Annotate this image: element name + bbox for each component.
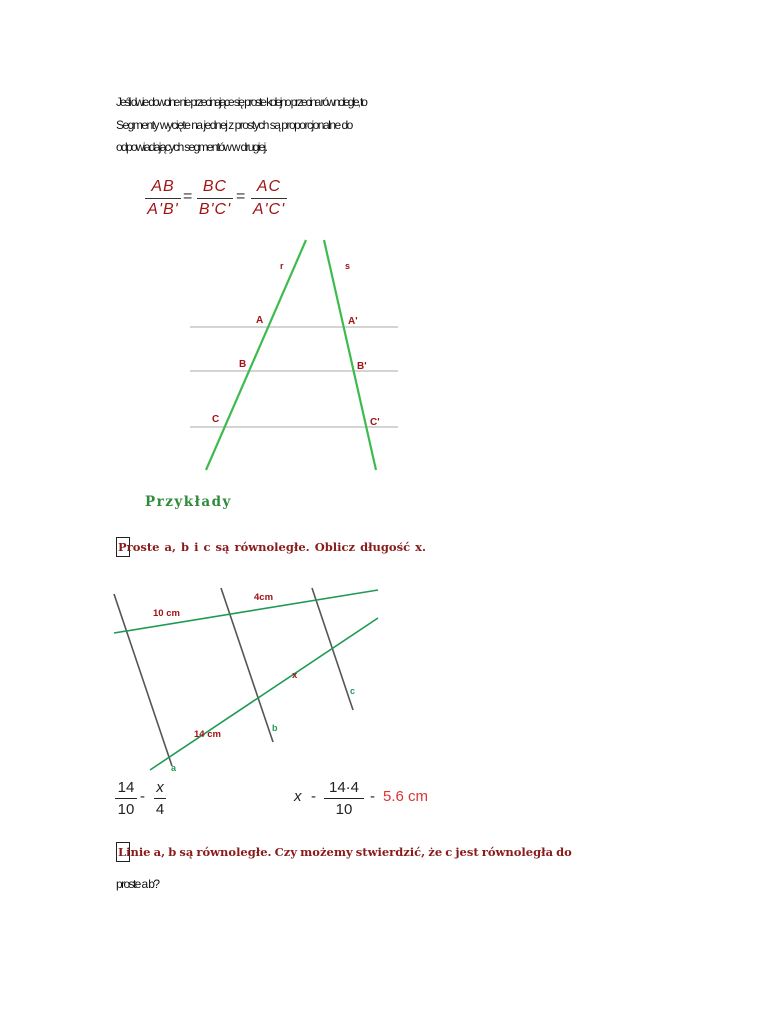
task-2-text: [118, 845, 572, 859]
equation-1-left-fraction: [114, 779, 138, 818]
equation-1-right-numerator: x: [156, 779, 164, 796]
label-10cm: 10 cm: [153, 608, 180, 619]
fraction-bar: [251, 198, 287, 199]
intro-line-2: Segmenty wycięte na jednej z prostych są proporcjonalne do: [116, 118, 352, 132]
equation-1-operator: -: [140, 788, 145, 805]
task-1-word: b: [181, 540, 190, 554]
label-c-prime: C': [370, 417, 380, 428]
fraction-bar: [115, 798, 137, 799]
equation-2-operator-2: -: [370, 788, 375, 805]
task-2-word: równoległa: [481, 845, 554, 859]
label-a: A: [256, 315, 264, 326]
task-1-word: Oblicz: [314, 540, 356, 554]
line-a: [114, 594, 172, 766]
line-s: [324, 240, 376, 470]
label-x: x: [292, 670, 298, 681]
label-r: r: [280, 261, 284, 271]
fraction-bar: [154, 798, 166, 799]
equation-1-right-denominator: 4: [155, 801, 165, 818]
equation-2-variable: x: [294, 788, 302, 805]
fraction-3-numerator: AC: [256, 178, 282, 195]
parallel-lines-diagram: [112, 584, 380, 774]
task-2-word: Czy: [274, 845, 298, 859]
task-1-text: [118, 540, 426, 554]
task-1-word: a,: [164, 540, 176, 554]
thales-diagram: [180, 236, 410, 476]
equation-2-fraction: [323, 779, 365, 818]
task-2-word: c: [445, 845, 453, 859]
transversal-bottom: [150, 618, 378, 770]
label-line-b: b: [272, 723, 278, 733]
equals-sign-1: =: [183, 188, 193, 205]
equation-2-operator: -: [311, 788, 316, 805]
equation-1-left-denominator: 10: [117, 801, 135, 818]
label-c: C: [212, 414, 220, 425]
task-2-word: b: [168, 845, 177, 859]
task-1-word: x.: [415, 540, 426, 554]
fraction-2-denominator: B'C': [198, 201, 232, 218]
label-line-c: c: [350, 686, 356, 696]
equation-2-result: 5.6 cm: [383, 788, 429, 805]
fraction-bar: [324, 798, 364, 799]
fraction-1-denominator: A'B': [147, 201, 179, 218]
label-b: B: [239, 359, 247, 370]
intro-line-3: odpowiadających segmentów w drugiej.: [116, 140, 267, 154]
task-1-word: są: [215, 540, 230, 554]
task-2-line-2: proste a b?: [116, 877, 159, 891]
label-b-prime: B': [357, 361, 367, 372]
task-2-word: możemy: [300, 845, 353, 859]
equation-2-denominator: 10: [335, 801, 353, 818]
task-1-word: równoległe.: [234, 540, 310, 554]
equals-sign-2: =: [236, 188, 246, 205]
fraction-bar: [145, 198, 181, 199]
line-r: [206, 240, 306, 470]
equation-1-right-fraction: [153, 779, 167, 818]
label-4cm: 4cm: [254, 592, 274, 603]
task-2-word: a,: [153, 845, 166, 859]
label-a-prime: A': [348, 316, 358, 327]
examples-heading: Przykłady: [145, 494, 232, 510]
intro-line-1: Jeśli dwie dowolne nie przecinające się proste kolejno przecina równoległe, to: [116, 95, 366, 109]
equation-2-numerator: 14·4: [328, 779, 360, 796]
task-1-word: c: [203, 540, 211, 554]
label-14cm: 14 cm: [194, 729, 221, 740]
task-1-word: długość: [360, 540, 411, 554]
task-2-word: równoległe.: [196, 845, 272, 859]
task-2-word: Linie: [118, 845, 151, 859]
task-1-word: Proste: [118, 540, 160, 554]
equation-1-left-numerator: 14: [117, 779, 135, 796]
task-2-word: jest: [455, 845, 479, 859]
task-2-word: do: [556, 845, 572, 859]
proportion-fraction-1: [144, 178, 182, 219]
label-line-a: a: [171, 763, 177, 773]
proportion-fraction-3: [250, 178, 288, 219]
fraction-1-numerator: AB: [151, 178, 175, 195]
proportion-fraction-2: [196, 178, 234, 219]
label-s: s: [345, 261, 351, 271]
task-2-word: stwierdzić,: [355, 845, 426, 859]
fraction-bar: [197, 198, 233, 199]
fraction-3-denominator: A'C': [252, 201, 286, 218]
fraction-2-numerator: BC: [202, 178, 228, 195]
task-2-word: są: [179, 845, 194, 859]
task-2-word: że: [428, 845, 443, 859]
task-1-word: i: [194, 540, 199, 554]
